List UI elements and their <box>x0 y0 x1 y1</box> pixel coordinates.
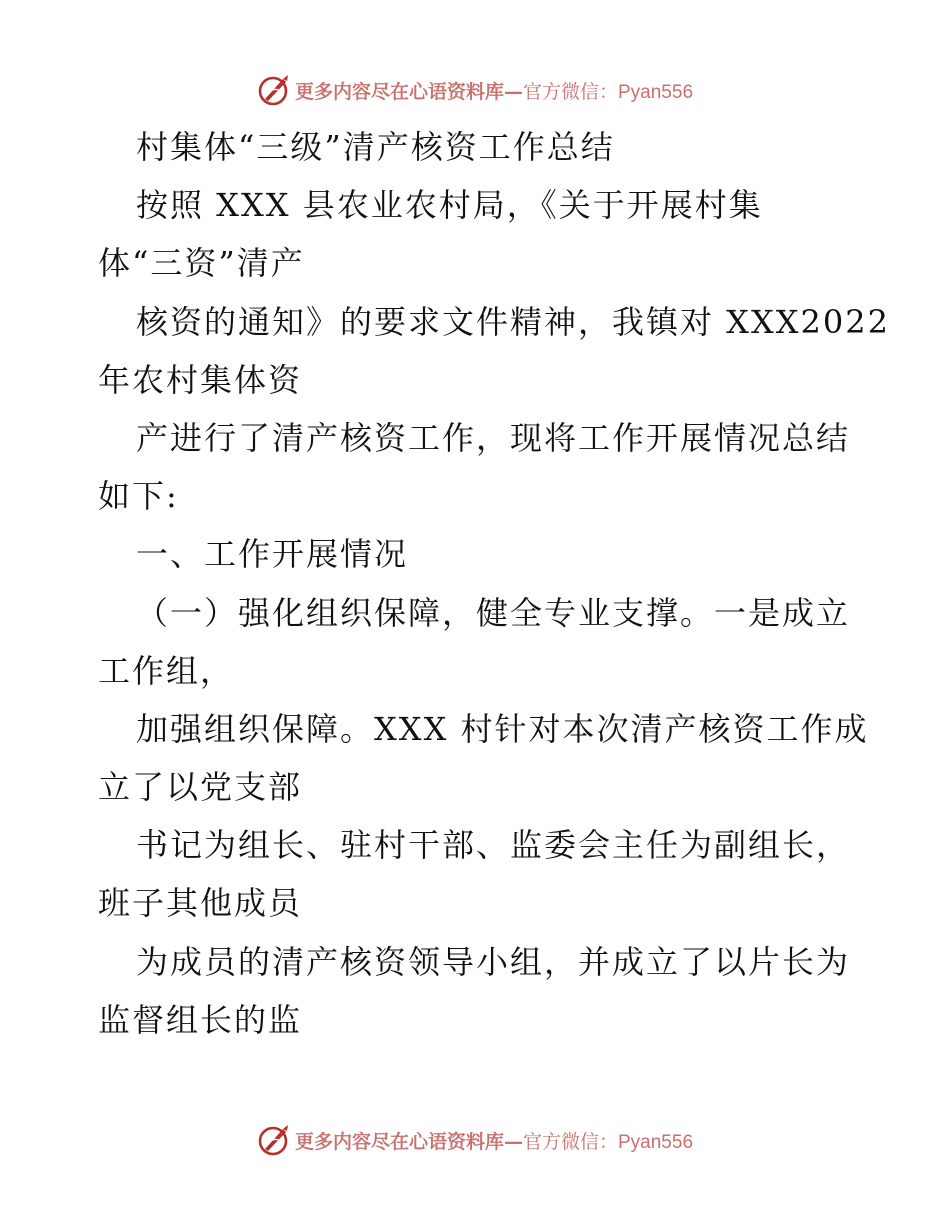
document-line: 一、工作开展情况 <box>136 535 409 574</box>
quill-pen-logo-icon <box>257 73 291 107</box>
document-line: 监督组长的监 <box>98 1000 303 1039</box>
document-line: 班子其他成员 <box>98 884 303 923</box>
document-line: 核资的通知》的要求文件精神，我镇对 XXX2022 <box>136 302 890 341</box>
header-banner-contact: 官方微信：Pyan556 <box>523 81 694 103</box>
document-line: 书记为组长、驻村干部、监委会主任为副组长， <box>136 826 851 865</box>
document-line: 为成员的清产核资领导小组，并成立了以片长为 <box>136 942 851 981</box>
header-banner-separator: — <box>504 80 523 103</box>
footer-watermark-banner <box>0 1120 950 1160</box>
document-line: 体“三资”清产 <box>98 244 305 283</box>
header-banner-brand: 更多内容尽在心语资料库 <box>294 80 504 103</box>
footer-banner-brand: 更多内容尽在心语资料库 <box>294 1130 504 1153</box>
quill-pen-logo-icon <box>257 1123 291 1157</box>
footer-banner-text <box>295 1127 693 1154</box>
document-line: （一）强化组织保障，健全专业支撑。一是成立 <box>136 593 851 632</box>
document-line: 加强组织保障。XXX 村针对本次清产核资工作成 <box>136 709 869 748</box>
document-line: 立了以党支部 <box>98 768 303 807</box>
document-line: 工作组， <box>98 651 235 690</box>
document-line: 年农村集体资 <box>98 360 303 399</box>
header-banner-text <box>295 77 693 104</box>
document-line: 如下: <box>98 477 179 516</box>
footer-banner-contact: 官方微信：Pyan556 <box>523 1131 694 1153</box>
footer-banner-separator: — <box>504 1130 523 1153</box>
document-line: 产进行了清产核资工作，现将工作开展情况总结 <box>136 418 851 457</box>
header-watermark-banner <box>0 70 950 110</box>
document-line: 按照 XXX 县农业农村局，《关于开展村集 <box>136 186 763 225</box>
document-body <box>98 118 890 1049</box>
document-line: 村集体“三级”清产核资工作总结 <box>136 128 615 166</box>
